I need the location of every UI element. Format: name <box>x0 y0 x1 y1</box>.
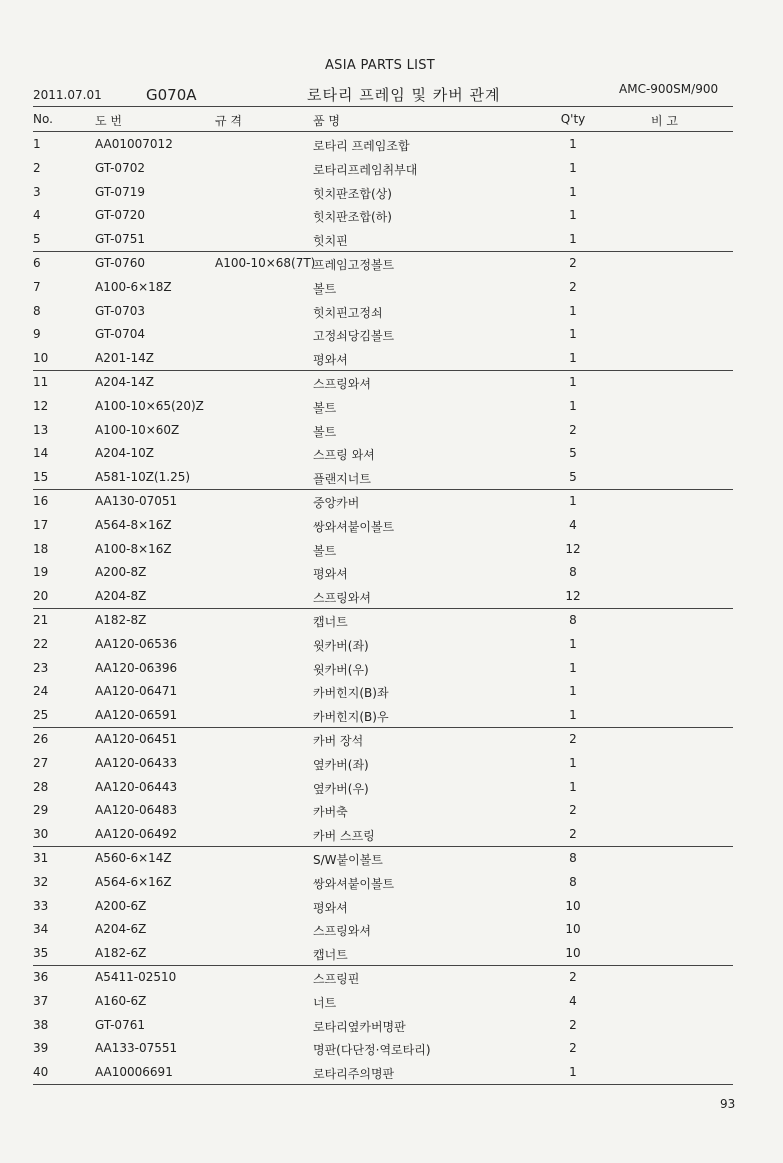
row-no: 34 <box>33 922 49 937</box>
row-no: 21 <box>33 613 49 627</box>
row-part-number: GT-0719 <box>95 184 145 199</box>
table-row <box>33 399 733 421</box>
table-row <box>33 1041 733 1063</box>
row-no: 10 <box>33 351 49 366</box>
table-row <box>33 970 733 992</box>
document-date: 2011.07.01 <box>33 88 102 102</box>
table-row <box>33 637 733 659</box>
header-part-number: 도 번 <box>95 114 122 128</box>
table-row <box>33 661 733 683</box>
row-part-name: 고정쇠당김볼트 <box>313 329 395 344</box>
row-quantity: 1 <box>569 779 577 794</box>
row-quantity: 8 <box>569 613 577 627</box>
group-divider <box>33 1084 733 1085</box>
group-code: G070A <box>146 86 197 104</box>
row-part-name: 쌍와셔붙이볼트 <box>313 876 395 891</box>
row-no: 9 <box>33 327 41 342</box>
group-subject: 로타리 프레임 및 카버 관계 <box>307 86 501 104</box>
row-no: 3 <box>33 184 41 199</box>
table-row <box>33 994 733 1016</box>
row-quantity: 1 <box>569 398 577 413</box>
row-no: 17 <box>33 517 49 532</box>
group-divider <box>33 965 733 966</box>
row-part-number: AA120-06591 <box>95 708 178 723</box>
row-quantity: 1 <box>569 684 577 699</box>
row-no: 22 <box>33 636 49 651</box>
table-row <box>33 613 733 635</box>
table-row <box>33 875 733 897</box>
row-part-number: AA01007012 <box>95 137 173 151</box>
row-part-number: A200-8Z <box>95 565 147 580</box>
row-no: 19 <box>33 565 49 580</box>
row-no: 39 <box>33 1041 49 1056</box>
group-divider <box>33 608 733 609</box>
row-no: 5 <box>33 232 41 247</box>
row-quantity: 2 <box>569 732 577 746</box>
row-no: 2 <box>33 160 41 175</box>
table-row <box>33 780 733 802</box>
row-quantity: 1 <box>569 327 577 342</box>
row-quantity: 2 <box>569 803 577 818</box>
row-part-number: AA120-06536 <box>95 636 178 651</box>
row-part-name: 쌍와셔붙이볼트 <box>313 519 395 534</box>
row-quantity: 2 <box>569 1041 577 1056</box>
row-part-name: 로타리프레임취부대 <box>313 162 418 177</box>
row-part-number: A201-14Z <box>95 351 154 366</box>
row-no: 1 <box>33 137 41 151</box>
row-part-number: GT-0720 <box>95 208 145 223</box>
row-no: 6 <box>33 256 41 270</box>
row-part-number: A5411-02510 <box>95 970 177 984</box>
table-row <box>33 565 733 587</box>
row-part-number: A204-6Z <box>95 922 147 937</box>
table-header <box>33 112 733 132</box>
row-no: 40 <box>33 1065 49 1080</box>
row-quantity: 1 <box>569 160 577 175</box>
table-row <box>33 423 733 445</box>
row-quantity: 1 <box>569 137 577 151</box>
row-part-name: 윗카버(우) <box>313 662 369 677</box>
row-part-number: A560-6×14Z <box>95 851 172 865</box>
row-part-number: GT-0760 <box>95 256 145 270</box>
row-no: 38 <box>33 1017 49 1032</box>
row-part-number: A204-10Z <box>95 446 154 461</box>
row-quantity: 2 <box>569 970 577 984</box>
row-part-number: A100-10×65(20)Z <box>95 398 204 413</box>
row-no: 31 <box>33 851 49 865</box>
row-part-number: AA120-06433 <box>95 755 178 770</box>
row-part-name: 볼트 <box>313 424 337 439</box>
row-no: 12 <box>33 398 49 413</box>
row-part-name: 프레임고정볼트 <box>313 258 395 272</box>
table-row <box>33 851 733 873</box>
row-part-name: S/W붙이볼트 <box>313 853 383 867</box>
row-quantity: 5 <box>569 470 577 485</box>
row-quantity: 4 <box>569 517 577 532</box>
row-quantity: 1 <box>569 494 577 508</box>
row-part-name: 옆카버(우) <box>313 781 369 796</box>
row-quantity: 1 <box>569 208 577 223</box>
row-part-name: 로타리 프레임조합 <box>313 139 410 153</box>
row-no: 23 <box>33 660 49 675</box>
row-quantity: 8 <box>569 874 577 889</box>
row-part-name: 너트 <box>313 995 337 1010</box>
row-quantity: 1 <box>569 303 577 318</box>
row-part-name: 캡너트 <box>313 615 348 629</box>
row-spec: A100-10×68(7T) <box>215 256 316 270</box>
table-row <box>33 922 733 944</box>
row-no: 32 <box>33 874 49 889</box>
row-no: 18 <box>33 541 49 556</box>
row-quantity: 2 <box>569 422 577 437</box>
row-quantity: 1 <box>569 184 577 199</box>
row-no: 14 <box>33 446 49 461</box>
row-quantity: 10 <box>565 922 581 937</box>
row-part-name: 플랜지너트 <box>313 472 371 487</box>
row-part-name: 스프링 와셔 <box>313 448 375 463</box>
table-row <box>33 161 733 183</box>
row-quantity: 2 <box>569 279 577 294</box>
row-part-name: 스프링와셔 <box>313 591 371 606</box>
row-part-number: AA120-06471 <box>95 684 178 699</box>
row-part-number: AA120-06396 <box>95 660 178 675</box>
model-number: AMC-900SM/900 <box>619 82 719 96</box>
row-part-name: 스프링와셔 <box>313 377 371 391</box>
row-quantity: 5 <box>569 446 577 461</box>
header-quantity: Q'ty <box>560 112 586 126</box>
row-part-name: 카버힌지(B)좌 <box>313 686 389 701</box>
row-part-name: 윗카버(좌) <box>313 638 369 653</box>
header-note: 비 고 <box>651 114 678 128</box>
row-part-name: 카버 스프링 <box>313 829 375 844</box>
table-row <box>33 518 733 540</box>
row-part-number: A100-8×16Z <box>95 541 172 556</box>
header-bottom-rule <box>33 131 733 132</box>
row-part-name: 로타리옆카버명판 <box>313 1019 406 1034</box>
group-divider <box>33 370 733 371</box>
row-quantity: 4 <box>569 993 577 1008</box>
table-row <box>33 185 733 207</box>
row-no: 27 <box>33 755 49 770</box>
row-part-name: 힛치판조합(상) <box>313 186 392 201</box>
row-part-name: 평와셔 <box>313 567 348 582</box>
header-part-name: 품 명 <box>313 114 340 128</box>
row-part-name: 카버 장석 <box>313 734 364 748</box>
row-quantity: 1 <box>569 660 577 675</box>
row-part-number: A182-8Z <box>95 613 147 627</box>
row-part-number: A100-6×18Z <box>95 279 172 294</box>
row-part-number: A204-8Z <box>95 589 147 604</box>
header-top-rule <box>33 106 733 107</box>
header-spec: 규 격 <box>215 114 242 128</box>
row-quantity: 12 <box>565 589 581 604</box>
row-quantity: 1 <box>569 636 577 651</box>
row-part-number: A204-14Z <box>95 375 154 389</box>
row-quantity: 1 <box>569 755 577 770</box>
row-part-name: 볼트 <box>313 543 337 558</box>
row-no: 24 <box>33 684 49 699</box>
row-quantity: 2 <box>569 827 577 842</box>
table-row <box>33 899 733 921</box>
group-divider <box>33 489 733 490</box>
row-quantity: 1 <box>569 1065 577 1080</box>
page-title: ASIA PARTS LIST <box>324 58 436 73</box>
row-no: 28 <box>33 779 49 794</box>
row-part-name: 카버축 <box>313 805 348 820</box>
row-part-number: AA120-06483 <box>95 803 178 818</box>
row-part-number: A564-8×16Z <box>95 517 172 532</box>
row-no: 20 <box>33 589 49 604</box>
table-row <box>33 542 733 564</box>
row-no: 26 <box>33 732 49 746</box>
group-divider <box>33 251 733 252</box>
row-quantity: 2 <box>569 1017 577 1032</box>
table-row <box>33 280 733 302</box>
row-quantity: 8 <box>569 565 577 580</box>
row-part-number: AA120-06443 <box>95 779 178 794</box>
table-row <box>33 732 733 754</box>
row-part-number: A160-6Z <box>95 993 147 1008</box>
row-part-name: 로타리주의명판 <box>313 1067 395 1082</box>
row-part-name: 스프링와셔 <box>313 924 371 939</box>
row-no: 36 <box>33 970 49 984</box>
row-quantity: 2 <box>569 256 577 270</box>
row-part-number: AA120-06451 <box>95 732 178 746</box>
page-number: 93 <box>720 1097 736 1111</box>
table-row <box>33 1018 733 1040</box>
table-row <box>33 494 733 516</box>
row-no: 25 <box>33 708 49 723</box>
group-divider <box>33 727 733 728</box>
row-part-number: A182-6Z <box>95 946 147 961</box>
row-part-number: A564-6×16Z <box>95 874 172 889</box>
row-quantity: 12 <box>565 541 581 556</box>
row-part-number: GT-0703 <box>95 303 145 318</box>
row-no: 7 <box>33 279 41 294</box>
table-row <box>33 208 733 230</box>
table-row <box>33 446 733 468</box>
table-row <box>33 684 733 706</box>
row-part-name: 중앙카버 <box>313 496 360 510</box>
row-quantity: 1 <box>569 351 577 366</box>
row-part-name: 평와셔 <box>313 353 348 368</box>
row-part-name: 옆카버(좌) <box>313 757 369 772</box>
row-part-number: GT-0702 <box>95 160 145 175</box>
group-divider <box>33 846 733 847</box>
row-part-number: A581-10Z(1.25) <box>95 470 191 485</box>
row-quantity: 10 <box>565 898 581 913</box>
row-part-name: 명판(다단정·역로타리) <box>313 1043 431 1058</box>
row-part-name: 스프링핀 <box>313 972 360 986</box>
row-no: 8 <box>33 303 41 318</box>
row-part-name: 힛치핀고정쇠 <box>313 305 383 320</box>
row-part-number: AA120-06492 <box>95 827 178 842</box>
row-no: 16 <box>33 494 49 508</box>
table-row <box>33 327 733 349</box>
row-quantity: 1 <box>569 375 577 389</box>
row-quantity: 1 <box>569 708 577 723</box>
row-part-number: AA133-07551 <box>95 1041 178 1056</box>
table-row <box>33 756 733 778</box>
row-quantity: 8 <box>569 851 577 865</box>
row-quantity: 10 <box>565 946 581 961</box>
table-row <box>33 375 733 397</box>
table-row <box>33 137 733 159</box>
row-part-name: 힛치판조합(하) <box>313 210 392 225</box>
header-no: No. <box>33 112 53 126</box>
row-no: 30 <box>33 827 49 842</box>
row-part-number: GT-0751 <box>95 232 145 247</box>
row-no: 29 <box>33 803 49 818</box>
row-part-name: 평와셔 <box>313 900 348 915</box>
row-part-name: 볼트 <box>313 281 337 296</box>
table-row <box>33 803 733 825</box>
row-no: 33 <box>33 898 49 913</box>
row-no: 37 <box>33 993 49 1008</box>
row-part-name: 힛치핀 <box>313 234 348 249</box>
row-no: 13 <box>33 422 49 437</box>
row-no: 35 <box>33 946 49 961</box>
row-part-name: 카버힌지(B)우 <box>313 710 389 725</box>
table-row <box>33 304 733 326</box>
row-part-number: AA130-07051 <box>95 494 178 508</box>
row-part-number: GT-0704 <box>95 327 145 342</box>
row-no: 11 <box>33 375 49 389</box>
row-part-number: GT-0761 <box>95 1017 145 1032</box>
row-part-number: A100-10×60Z <box>95 422 180 437</box>
row-no: 15 <box>33 470 49 485</box>
table-row <box>33 256 733 278</box>
row-quantity: 1 <box>569 232 577 247</box>
row-part-name: 캡너트 <box>313 948 348 963</box>
row-part-number: A200-6Z <box>95 898 147 913</box>
row-part-name: 볼트 <box>313 400 337 415</box>
row-part-number: AA10006691 <box>95 1065 173 1080</box>
row-no: 4 <box>33 208 41 223</box>
